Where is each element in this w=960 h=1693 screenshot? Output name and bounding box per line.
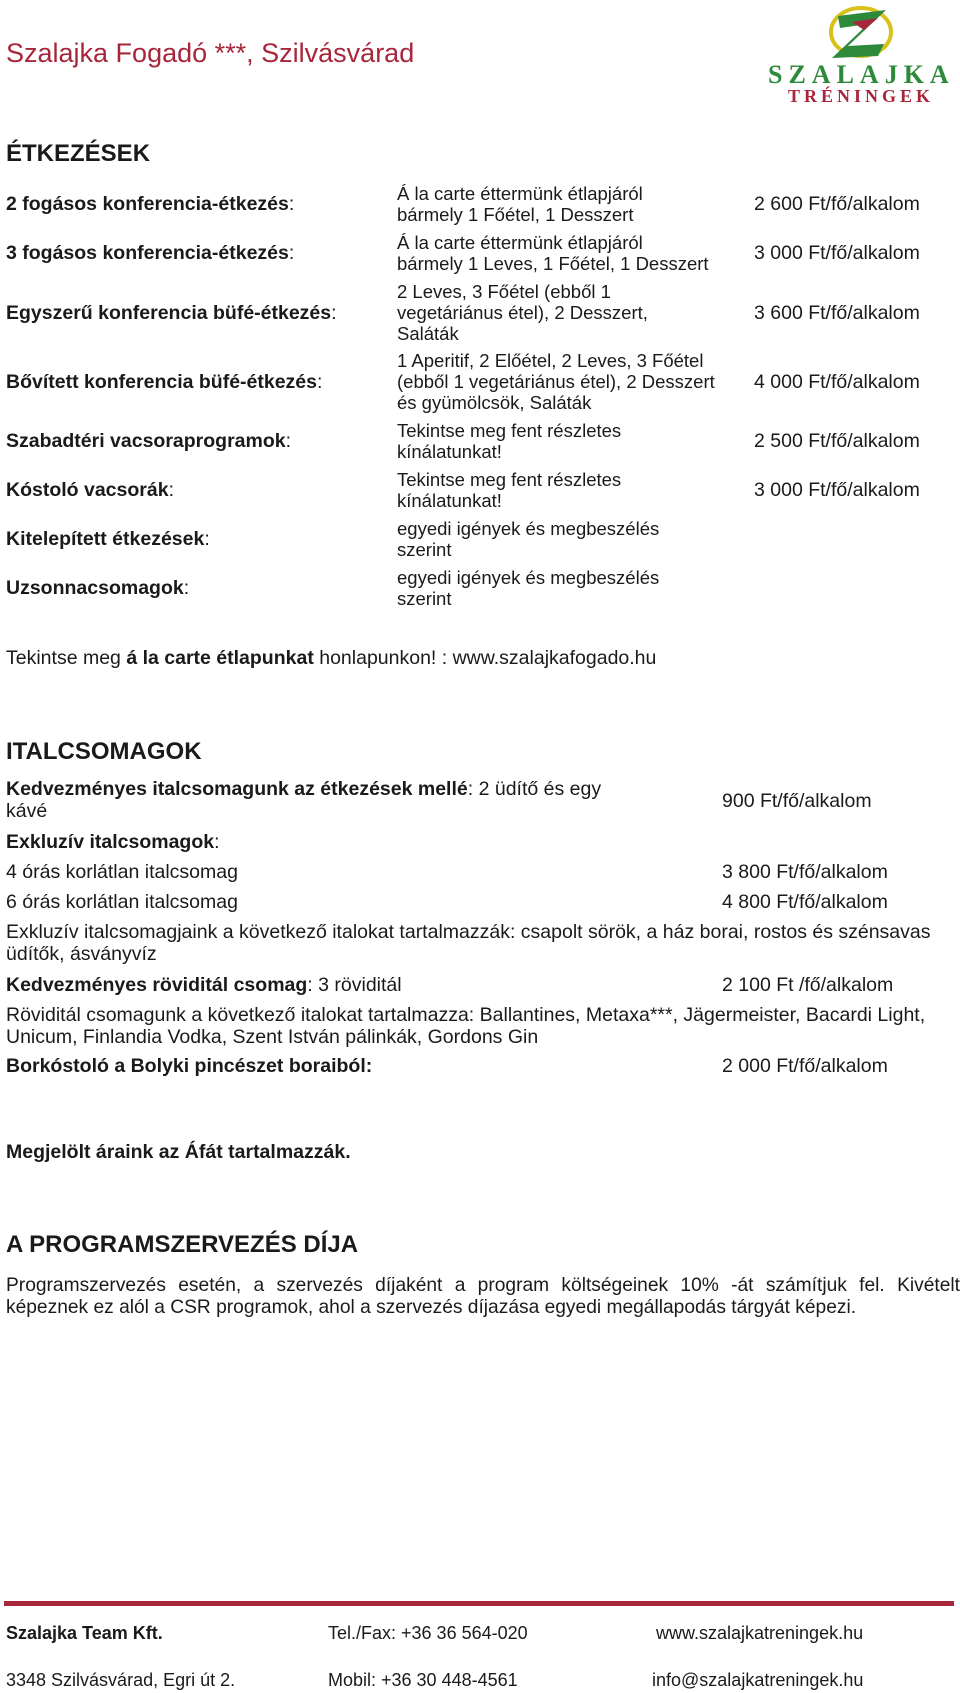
menu-note: Tekintse meg á la carte étlapunkat honlapunkon! : www.szalajkafogado.hu	[6, 647, 657, 669]
exclusive-packages-title: Exkluzív italcsomagok:	[6, 831, 220, 853]
meal-row-price: 3 000 Ft/fő/alkalom	[754, 242, 920, 264]
meal-row-label: Uzsonnacsomagok:	[6, 577, 190, 599]
meal-row-label: Kóstoló vacsorák:	[6, 479, 174, 501]
meal-row-desc: 1 Aperitif, 2 Előétel, 2 Leves, 3 Főétel (ebből 1 vegetáriánus étel), 2 Desszert és gyümölcsök, Saláták	[397, 350, 715, 413]
footer-company: Szalajka Team Kft.	[6, 1623, 163, 1643]
drinks-heading: ITALCSOMAGOK	[6, 738, 202, 765]
discount-package-price: 900 Ft/fő/alkalom	[722, 790, 872, 812]
program-fee-heading: A PROGRAMSZERVEZÉS DÍJA	[6, 1231, 359, 1258]
logo-subtitle: TRÉNINGEK	[787, 86, 935, 106]
meals-heading: ÉTKEZÉSEK	[6, 140, 151, 167]
meal-row-label: Kitelepített étkezések:	[6, 528, 210, 550]
meal-row-desc: Á la carte éttermünk étlapjáról bármely 1 Főétel, 1 Desszert	[397, 183, 643, 225]
meal-row-label: 2 fogásos konferencia-étkezés:	[6, 193, 295, 215]
meal-row-label: Bővített konferencia büfé-étkezés:	[6, 371, 323, 393]
footer-tel: Tel./Fax: +36 36 564-020	[328, 1623, 528, 1643]
szalajka-logo	[766, 2, 956, 110]
logo-wordmark: SZALAJKA	[768, 60, 955, 89]
package-6h-label: 6 órás korlátlan italcsomag	[6, 891, 238, 913]
package-4h-price: 3 800 Ft/fő/alkalom	[722, 861, 888, 883]
meal-row-label: Egyszerű konferencia büfé-étkezés:	[6, 302, 337, 324]
program-fee-text: Programszervezés esetén, a szervezés díjaként a program költségeinek 10% -át számítjuk fel. Kivételt képeznek ez alól a CSR programok, ahol a szervezés díjazása egyedi megállapodás tárgyát képezi.	[6, 1275, 960, 1318]
page-title: Szalajka Fogadó ***, Szilvásvárad	[6, 38, 415, 68]
meal-row-desc: egyedi igények és megbeszélés szerint	[397, 518, 660, 560]
footer-address: 3348 Szilvásvárad, Egri út 2.	[6, 1670, 236, 1690]
meal-row-price: 4 000 Ft/fő/alkalom	[754, 371, 920, 393]
vat-note: Megjelölt áraink az Áfát tartalmazzák.	[6, 1141, 351, 1163]
meal-row-desc: Tekintse meg fent részletes kínálatunkat!	[397, 420, 622, 462]
meal-row-label: Szabadtéri vacsoraprogramok:	[6, 430, 292, 452]
exclusive-packages-desc: Exkluzív italcsomagjaink a következő italokat tartalmazzák: csapolt sörök, a ház borai, rostos és szénsavas üdítők, ásványvíz	[6, 921, 931, 965]
meal-row-price: 3 600 Ft/fő/alkalom	[754, 302, 920, 324]
meal-row-price: 2 500 Ft/fő/alkalom	[754, 430, 920, 452]
footer-email-link[interactable]: info@szalajkatreningek.hu	[652, 1670, 864, 1690]
package-4h-label: 4 órás korlátlan italcsomag	[6, 861, 238, 883]
footer-mobile: Mobil: +36 30 448-4561	[328, 1670, 518, 1690]
meal-row-desc: 2 Leves, 3 Főétel (ebből 1 vegetáriánus étel), 2 Desszert, Saláták	[397, 281, 648, 344]
meal-row-price: 2 600 Ft/fő/alkalom	[754, 193, 920, 215]
meal-row-desc: Á la carte éttermünk étlapjáról bármely 1 Leves, 1 Főétel, 1 Desszert	[397, 232, 709, 274]
shot-package-desc: Röviditál csomagunk a következő italokat tartalmazza: Ballantines, Metaxa***, Jägermeister, Bacardi Light, Unicum, Finlandia Vodka, Szent István pálinkák, Gordons Gin	[6, 1004, 926, 1048]
shot-package-label: Kedvezményes röviditál csomag: 3 röviditál	[6, 974, 402, 996]
meal-row-desc: egyedi igények és megbeszélés szerint	[397, 567, 660, 609]
meal-row-desc: Tekintse meg fent részletes kínálatunkat!	[397, 469, 622, 511]
discount-package-label: Kedvezményes italcsomagunk az étkezések mellé: 2 üdítő és egy kávé	[6, 778, 602, 822]
package-6h-price: 4 800 Ft/fő/alkalom	[722, 891, 888, 913]
footer-divider	[4, 1601, 954, 1606]
meal-row-price: 3 000 Ft/fő/alkalom	[754, 479, 920, 501]
meal-row-label: 3 fogásos konferencia-étkezés:	[6, 242, 295, 264]
wine-tasting-price: 2 000 Ft/fő/alkalom	[722, 1055, 888, 1077]
footer-website-link[interactable]: www.szalajkatreningek.hu	[656, 1623, 864, 1643]
z-emblem-icon	[766, 2, 956, 64]
wine-tasting-label: Borkóstoló a Bolyki pincészet boraiból:	[6, 1055, 373, 1077]
shot-package-price: 2 100 Ft /fő/alkalom	[722, 974, 894, 996]
